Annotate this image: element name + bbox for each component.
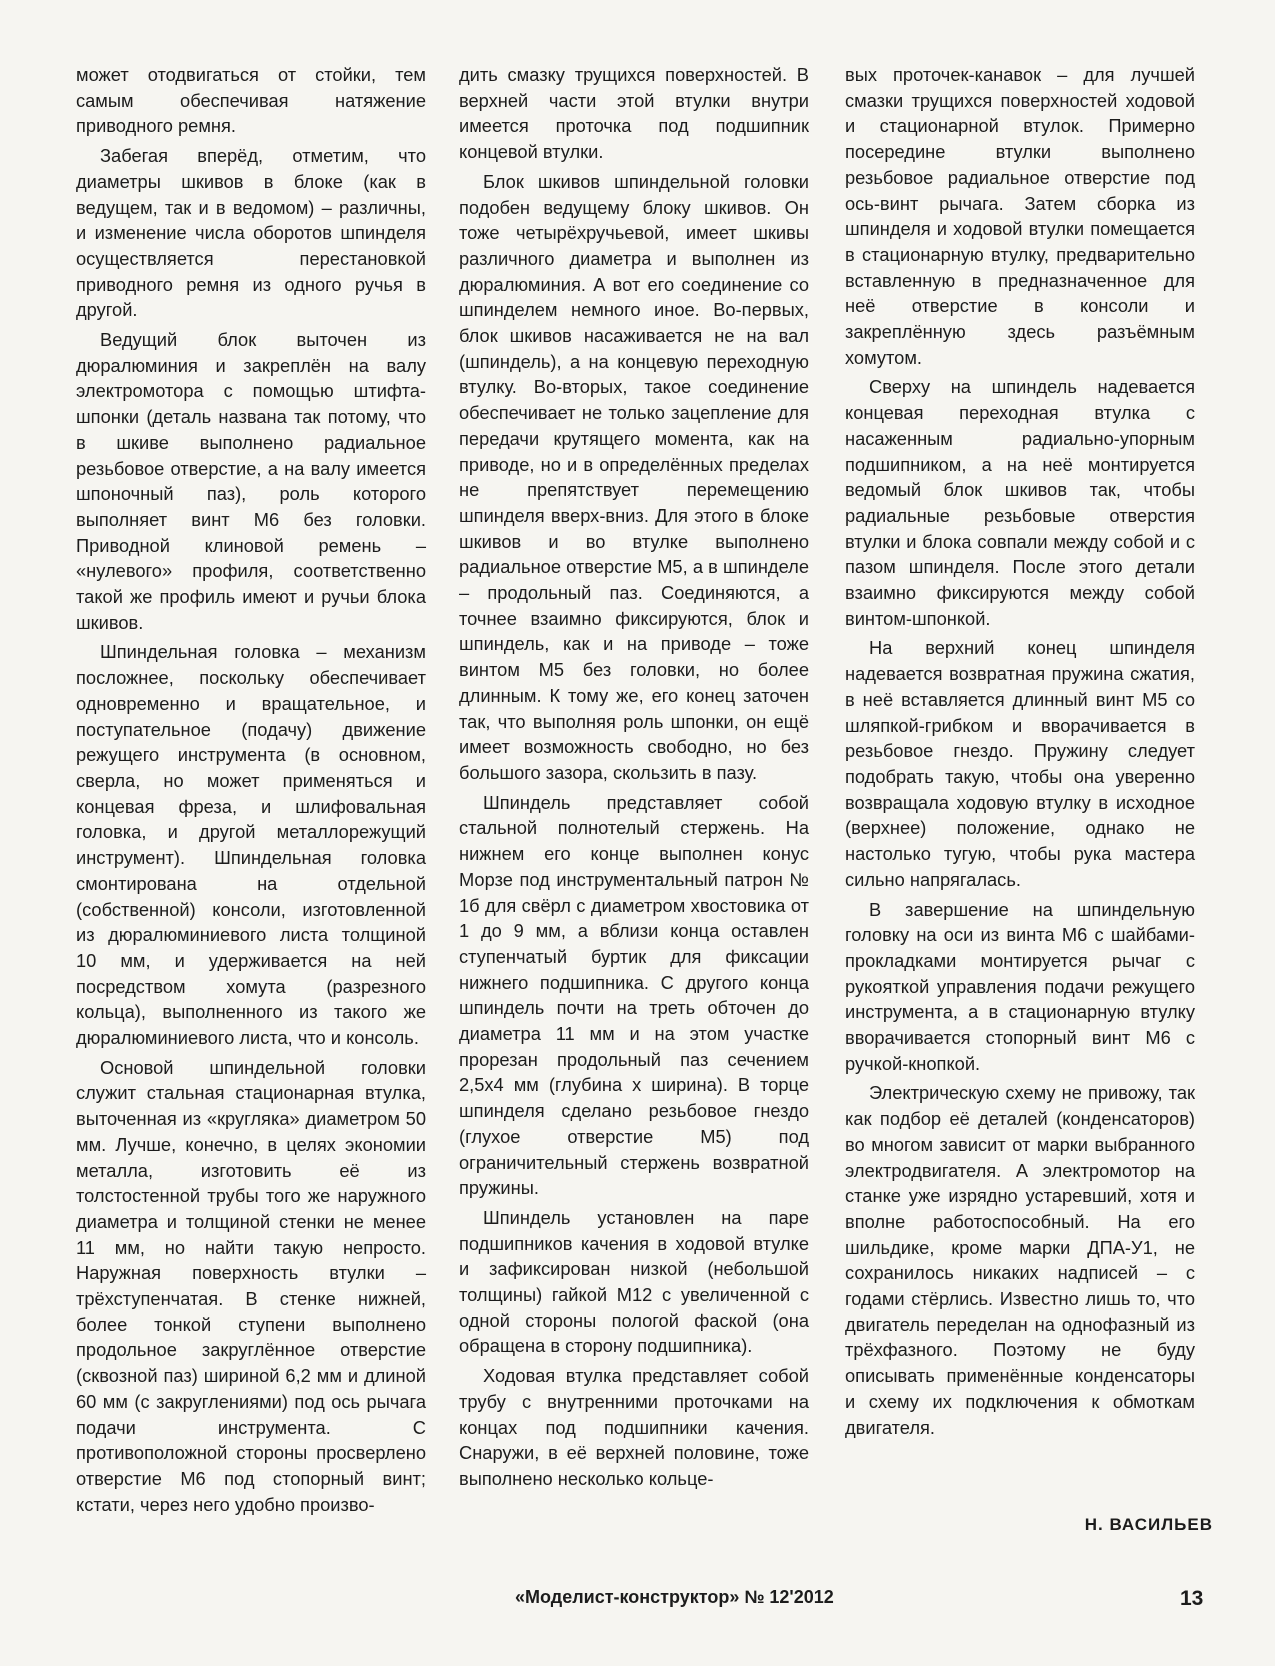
paragraph: дить смазку трущихся поверхностей. В верхней части этой втулки внутри имеется проточка под подшипник концевой втулки. (459, 64, 809, 163)
paragraph: Электрическую схему не привожу, так как подбор её деталей (конденсаторов) во многом зависит от марки выбранного электродвигателя. А электромотор на станке уже изрядно устаревший, хотя и вполне работоспособный. На его шильдике, кроме марки ДПА-У1, не сохранилось никаких надписей – с годами стёрлись. Известно лишь то, что двигатель переделан на однофазный из трёхфазного. Поэтому не буду описывать применённые конденсаторы и схему их подключения к обмоткам двигателя. (845, 1082, 1195, 1438)
magazine-issue: «Моделист-конструктор» № 12'2012 (515, 1587, 834, 1607)
paragraph: Шпиндель представляет собой стальной полнотелый стержень. На нижнем его конце выполнен конус Морзе под инструментальный патрон № 1б для свёрл с диаметром хвостовика от 1 до 9 мм, а вблизи конца оставлен ступенчатый буртик для фиксации нижнего подшипника. С другого конца шпиндель почти на треть обточен до диаметра 11 мм и на этом участке прорезан продольный паз сечением 2,5х4 мм (глубина х ширина). В торце шпинделя сделано резьбовое гнездо (глухое отверстие М5) под ограничительный стержень возвратной пружины. (459, 791, 809, 1199)
paragraph: На верхний конец шпинделя надевается возвратная пружина сжатия, в неё вставляется длинный винт М5 со шляпкой-грибком и вворачивается в резьбовое гнездо. Пружину следует подобрать такую, чтобы она уверенно возвращала ходовую втулку в исходное (верхнее) положение, однако не настолько тугую, чтобы рука мастера сильно напрягалась. (845, 637, 1195, 890)
paragraph: вых проточек-канавок – для лучшей смазки трущихся поверхностей ходовой и стационарной втулок. Примерно посередине втулки выполнено резьбовое радиальное отверстие под ось-винт рычага. Затем сборка из шпинделя и ходовой втулки помещается в стационарную втулку, предварительно вставленную в предназначенное для неё отверстие в консоли и закреплённую здесь разъёмным хомутом. (845, 64, 1195, 368)
paragraph: Шпиндель установлен на паре подшипников качения в ходовой втулке и зафиксирован низкой (небольшой толщины) гайкой М12 с увеличенной с одной стороны пологой фаской (она обращена в сторону подшипника). (459, 1206, 809, 1357)
text-column-2 (459, 62, 809, 1496)
paragraph: может отодвигаться от стойки, тем самым обеспечивая натяжение приводного ремня. (76, 64, 426, 137)
author-signature: Н. ВАСИЛЬЕВ (1084, 1515, 1213, 1534)
paragraph: Основой шпиндельной головки служит стальная стационарная втулка, выточенная из «кругляка» диаметром 50 мм. Лучше, конечно, в целях экономии металла, изготовить её из толстостенной трубы того же наружного диаметра и толщиной стенки не менее 11 мм, но найти такую непросто. Наружная поверхность втулки – трёхступенчатая. В стенке нижней, более тонкой ступени выполнено продольное закруглённое отверстие (сквозной паз) шириной 6,2 мм и длиной 60 мм (с закруглениями) под ось рычага подачи инструмента. С противоположной стороны просверлено отверстие М6 под стопорный винт; кстати, через него удобно произво- (76, 1056, 426, 1515)
text-column-3 (845, 62, 1195, 1444)
paragraph: Ведущий блок выточен из дюралюминия и закреплён на валу электромотора с помощью штифта-шпонки (деталь названа так потому, что в шкиве выполнено радиальное резьбовое отверстие, а на валу имеется шпоночный паз), роль которого выполняет винт М6 без головки. Приводной клиновой ремень – «нулевого» профиля, соответственно такой же профиль имеют и ручьи блока шкивов. (76, 329, 426, 633)
paragraph: В завершение на шпиндельную головку на оси из винта М6 с шайбами-прокладками монтируется рычаг с рукояткой управления подачи режущего инструмента, а в стационарную втулку вворачивается стопорный винт М6 с ручкой-кнопкой. (845, 898, 1195, 1074)
paragraph: Ходовая втулка представляет собой трубу с внутренними проточками на концах под подшипники качения. Снаружи, в её верхней половине, тоже выполнено несколько кольце- (459, 1365, 809, 1489)
paragraph: Блок шкивов шпиндельной головки подобен ведущему блоку шкивов. Он тоже четырёхручьевой, имеет шкивы различного диаметра и выполнен из дюралюминия. А вот его соединение со шпинделем немного иное. Во-первых, блок шкивов насаживается не на вал (шпиндель), а на концевую переходную втулку. Во-вторых, такое соединение обеспечивает не только зацепление для передачи крутящего момента, как на приводе, но и в определённых пределах не препятствует перемещению шпинделя вверх-вниз. Для этого в блоке шкивов и во втулке выполнено радиальное отверстие М5, а в шпинделе – продольный паз. Соединяются, а точнее взаимно фиксируются, блок и шпиндель, как и на приводе – тоже винтом М5 без головки, но более длинным. К тому же, его конец заточен так, что выполняя роль шпонки, он ещё имеет возможность свободно, но без большого зазора, скользить в пазу. (459, 170, 809, 783)
paragraph: Забегая вперёд, отметим, что диаметры шкивов в блоке (как в ведущем, так и в ведомом) – различны, и изменение числа оборотов шпинделя осуществляется перестановкой приводного ремня из одного ручья в другой. (76, 145, 426, 321)
page-number: 13 (1180, 1587, 1204, 1610)
paragraph: Сверху на шпиндель надевается концевая переходная втулка с насаженным радиально-упорным подшипником, а на неё монтируется ведомый блок шкивов так, чтобы радиальные резьбовые отверстия втулки и блока совпали между собой и с пазом шпинделя. После этого детали взаимно фиксируются между собой винтом-шпонкой. (845, 376, 1195, 629)
text-column-1 (76, 62, 426, 1521)
paragraph: Шпиндельная головка – механизм посложнее, поскольку обеспечивает одновременно и вращательное, и поступательное (подачу) движение режущего инструмента (в основном, сверла, но может применяться и концевая фреза, и шлифовальная головка, и другой металлорежущий инструмент). Шпиндельная головка смонтирована на отдельной (собственной) консоли, изготовленной из дюралюминиевого листа толщиной 10 мм, и удерживается на ней посредством хомута (разрезного кольца), выполненного из такого же дюралюминиевого листа, что и консоль. (76, 641, 426, 1049)
